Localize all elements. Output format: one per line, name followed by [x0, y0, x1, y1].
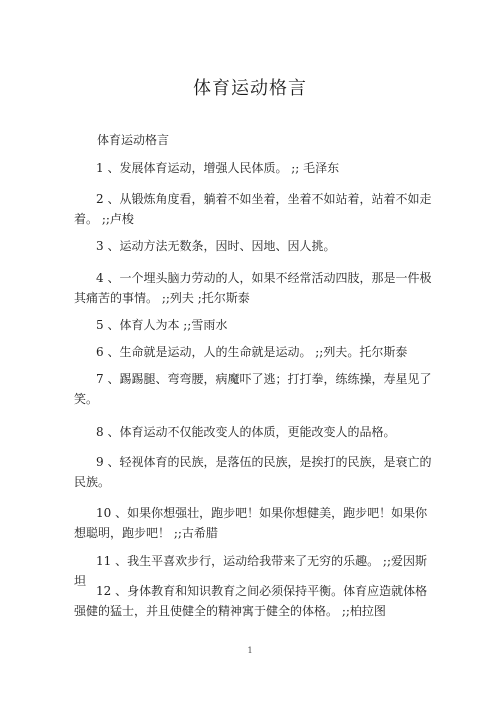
quote-item: 8 、体育运动不仅能改变人的体质，更能改变人的品格。	[96, 425, 396, 439]
quote-item: 6 、生命就是运动，人的生命就是运动。 ;;列夫。托尔斯泰	[96, 345, 408, 359]
quote-item: 4 、一个埋头脑力劳动的人，如果不经常活动四肢，那是一件极其痛苦的事情。 ;;列夫 ;托尔斯泰	[74, 271, 432, 305]
quote-item: 5 、体育人为本 ;;雪雨水	[96, 318, 228, 332]
quote-item: 1 、发展体育运动，增强人民体质。 ;; 毛泽东	[96, 161, 340, 175]
quote-item: 11 、我生平喜欢步行，运动给我带来了无穷的乐趣。 ;;爱因斯坦	[74, 554, 427, 588]
document-subtitle: 体育运动格言	[97, 133, 170, 147]
page-number: 1	[247, 646, 253, 655]
quote-item: 3 、运动方法无数条，因时、因地、因人挑。	[96, 239, 336, 253]
document-title: 体育运动格言	[193, 78, 307, 99]
quote-item: 2 、从锻炼角度看，躺着不如坐着，坐着不如站着，站着不如走着。 ;;卢梭	[74, 192, 432, 226]
quote-item: 12 、身体教育和知识教育之间必须保持平衡。体育应造就体格强健的猛士，并且使健全的精神寓于健全的体格。 ;;柏拉图	[74, 584, 428, 618]
quote-item: 9 、轻视体育的民族，是落伍的民族，是挨打的民族，是衰亡的民族。	[74, 455, 432, 489]
quote-item: 10 、如果你想强壮，跑步吧！如果你想健美，跑步吧！如果你想聪明，跑步吧！ ;;古希腊	[74, 506, 428, 540]
quote-item: 7 、踢踢腿、弯弯腰，病魔吓了逃；打打拳，练练操，寿星见了笑。	[74, 372, 432, 406]
